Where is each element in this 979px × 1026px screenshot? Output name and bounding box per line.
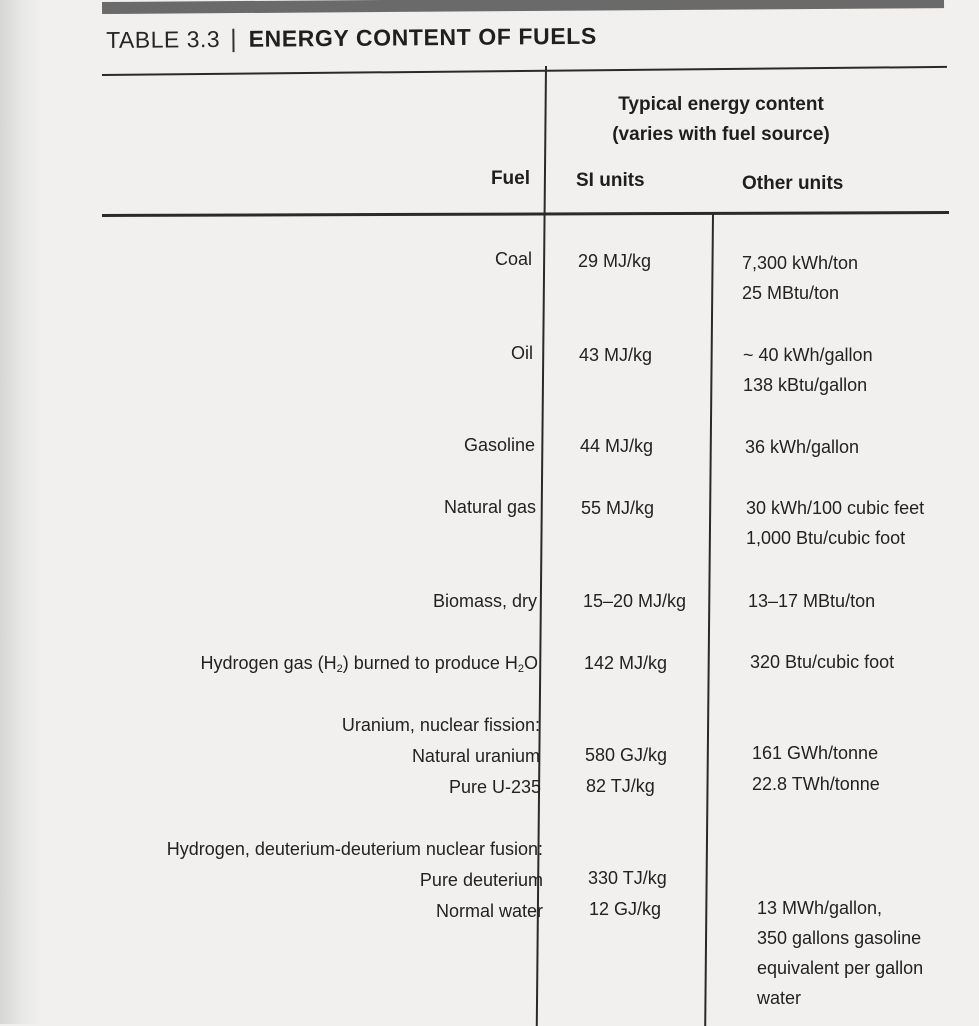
si-column-divider (704, 214, 714, 1026)
table-title (106, 22, 597, 55)
fuel-pure-deuterium: Pure deuterium (419, 870, 543, 890)
hydrogen-text-3: O (523, 653, 538, 673)
other-natural-gas-line1: 30 kWh/100 cubic feet (746, 498, 925, 518)
other-natural-gas (746, 493, 924, 553)
si-gasoline: 44 MJ/kg (580, 436, 654, 456)
si-pure-u235: 82 TJ/kg (586, 776, 655, 796)
other-fusion-line1: 13 MWh/gallon, (757, 898, 883, 918)
other-biomass: 13–17 MBtu/ton (748, 591, 876, 611)
title-separator: | (230, 24, 237, 53)
other-oil (743, 340, 873, 400)
other-fusion (757, 893, 923, 1013)
header-bottom-rule (102, 211, 949, 217)
other-coal-line1: 7,300 kWh/ton (742, 253, 859, 273)
header-typical-line2: (varies with fuel source) (612, 124, 830, 145)
fuel-natural-gas: Natural gas (443, 497, 536, 517)
other-oil-line2: 138 kBtu/gallon (743, 375, 868, 395)
other-fusion-line2: 350 gallons gasoline (757, 928, 922, 948)
table-name: ENERGY CONTENT OF FUELS (248, 22, 597, 52)
fuel-pure-u235: Pure U-235 (448, 777, 541, 797)
uranium-heading: Uranium, nuclear fission: (341, 715, 540, 735)
fuel-natural-uranium: Natural uranium (411, 746, 540, 766)
si-coal: 29 MJ/kg (578, 251, 652, 271)
si-natural-uranium: 580 GJ/kg (585, 745, 668, 765)
fuel-coal: Coal (494, 249, 532, 269)
hydrogen-text-2: ) burned to produce H (342, 653, 518, 673)
top-decorative-bar (102, 0, 944, 14)
fuel-oil: Oil (511, 343, 533, 363)
fuel-normal-water: Normal water (435, 901, 543, 921)
page-binding-shadow (0, 0, 42, 1024)
other-gasoline: 36 kWh/gallon (745, 437, 860, 457)
hydrogen-subscript-2: 2 (517, 663, 524, 675)
header-typical-line1: Typical energy content (618, 94, 824, 115)
hydrogen-text-1: Hydrogen gas (H (200, 653, 337, 673)
title-underline (102, 66, 947, 76)
fuel-biomass: Biomass, dry (432, 591, 537, 611)
header-fuel: Fuel (490, 168, 530, 189)
si-pure-deuterium: 330 TJ/kg (588, 868, 667, 888)
other-natural-uranium: 161 GWh/tonne (752, 743, 879, 763)
fuel-hydrogen-gas (201, 648, 538, 678)
si-oil: 43 MJ/kg (579, 345, 653, 365)
other-coal-line2: 25 MBtu/ton (742, 283, 840, 303)
other-oil-line1: ~ 40 kWh/gallon (743, 345, 873, 365)
other-natural-gas-line2: 1,000 Btu/cubic foot (746, 528, 906, 548)
si-normal-water: 12 GJ/kg (589, 899, 662, 919)
header-si-units: SI units (576, 170, 645, 191)
si-natural-gas: 55 MJ/kg (581, 498, 655, 518)
other-coal (742, 248, 858, 308)
other-hydrogen-gas: 320 Btu/cubic foot (750, 652, 895, 672)
header-typical-energy (586, 90, 856, 150)
other-fusion-line4: water (757, 988, 802, 1008)
fusion-heading: Hydrogen, deuterium-deuterium nuclear fusion: (166, 839, 543, 859)
si-biomass: 15–20 MJ/kg (583, 591, 687, 611)
si-hydrogen-gas: 142 MJ/kg (584, 653, 668, 673)
other-pure-u235: 22.8 TWh/tonne (752, 774, 880, 794)
table-number: TABLE 3.3 (106, 26, 221, 53)
hydrogen-subscript-1: 2 (336, 663, 343, 675)
fuel-gasoline: Gasoline (463, 435, 535, 455)
other-fusion-line3: equivalent per gallon (757, 958, 924, 978)
header-other-units: Other units (742, 173, 844, 194)
